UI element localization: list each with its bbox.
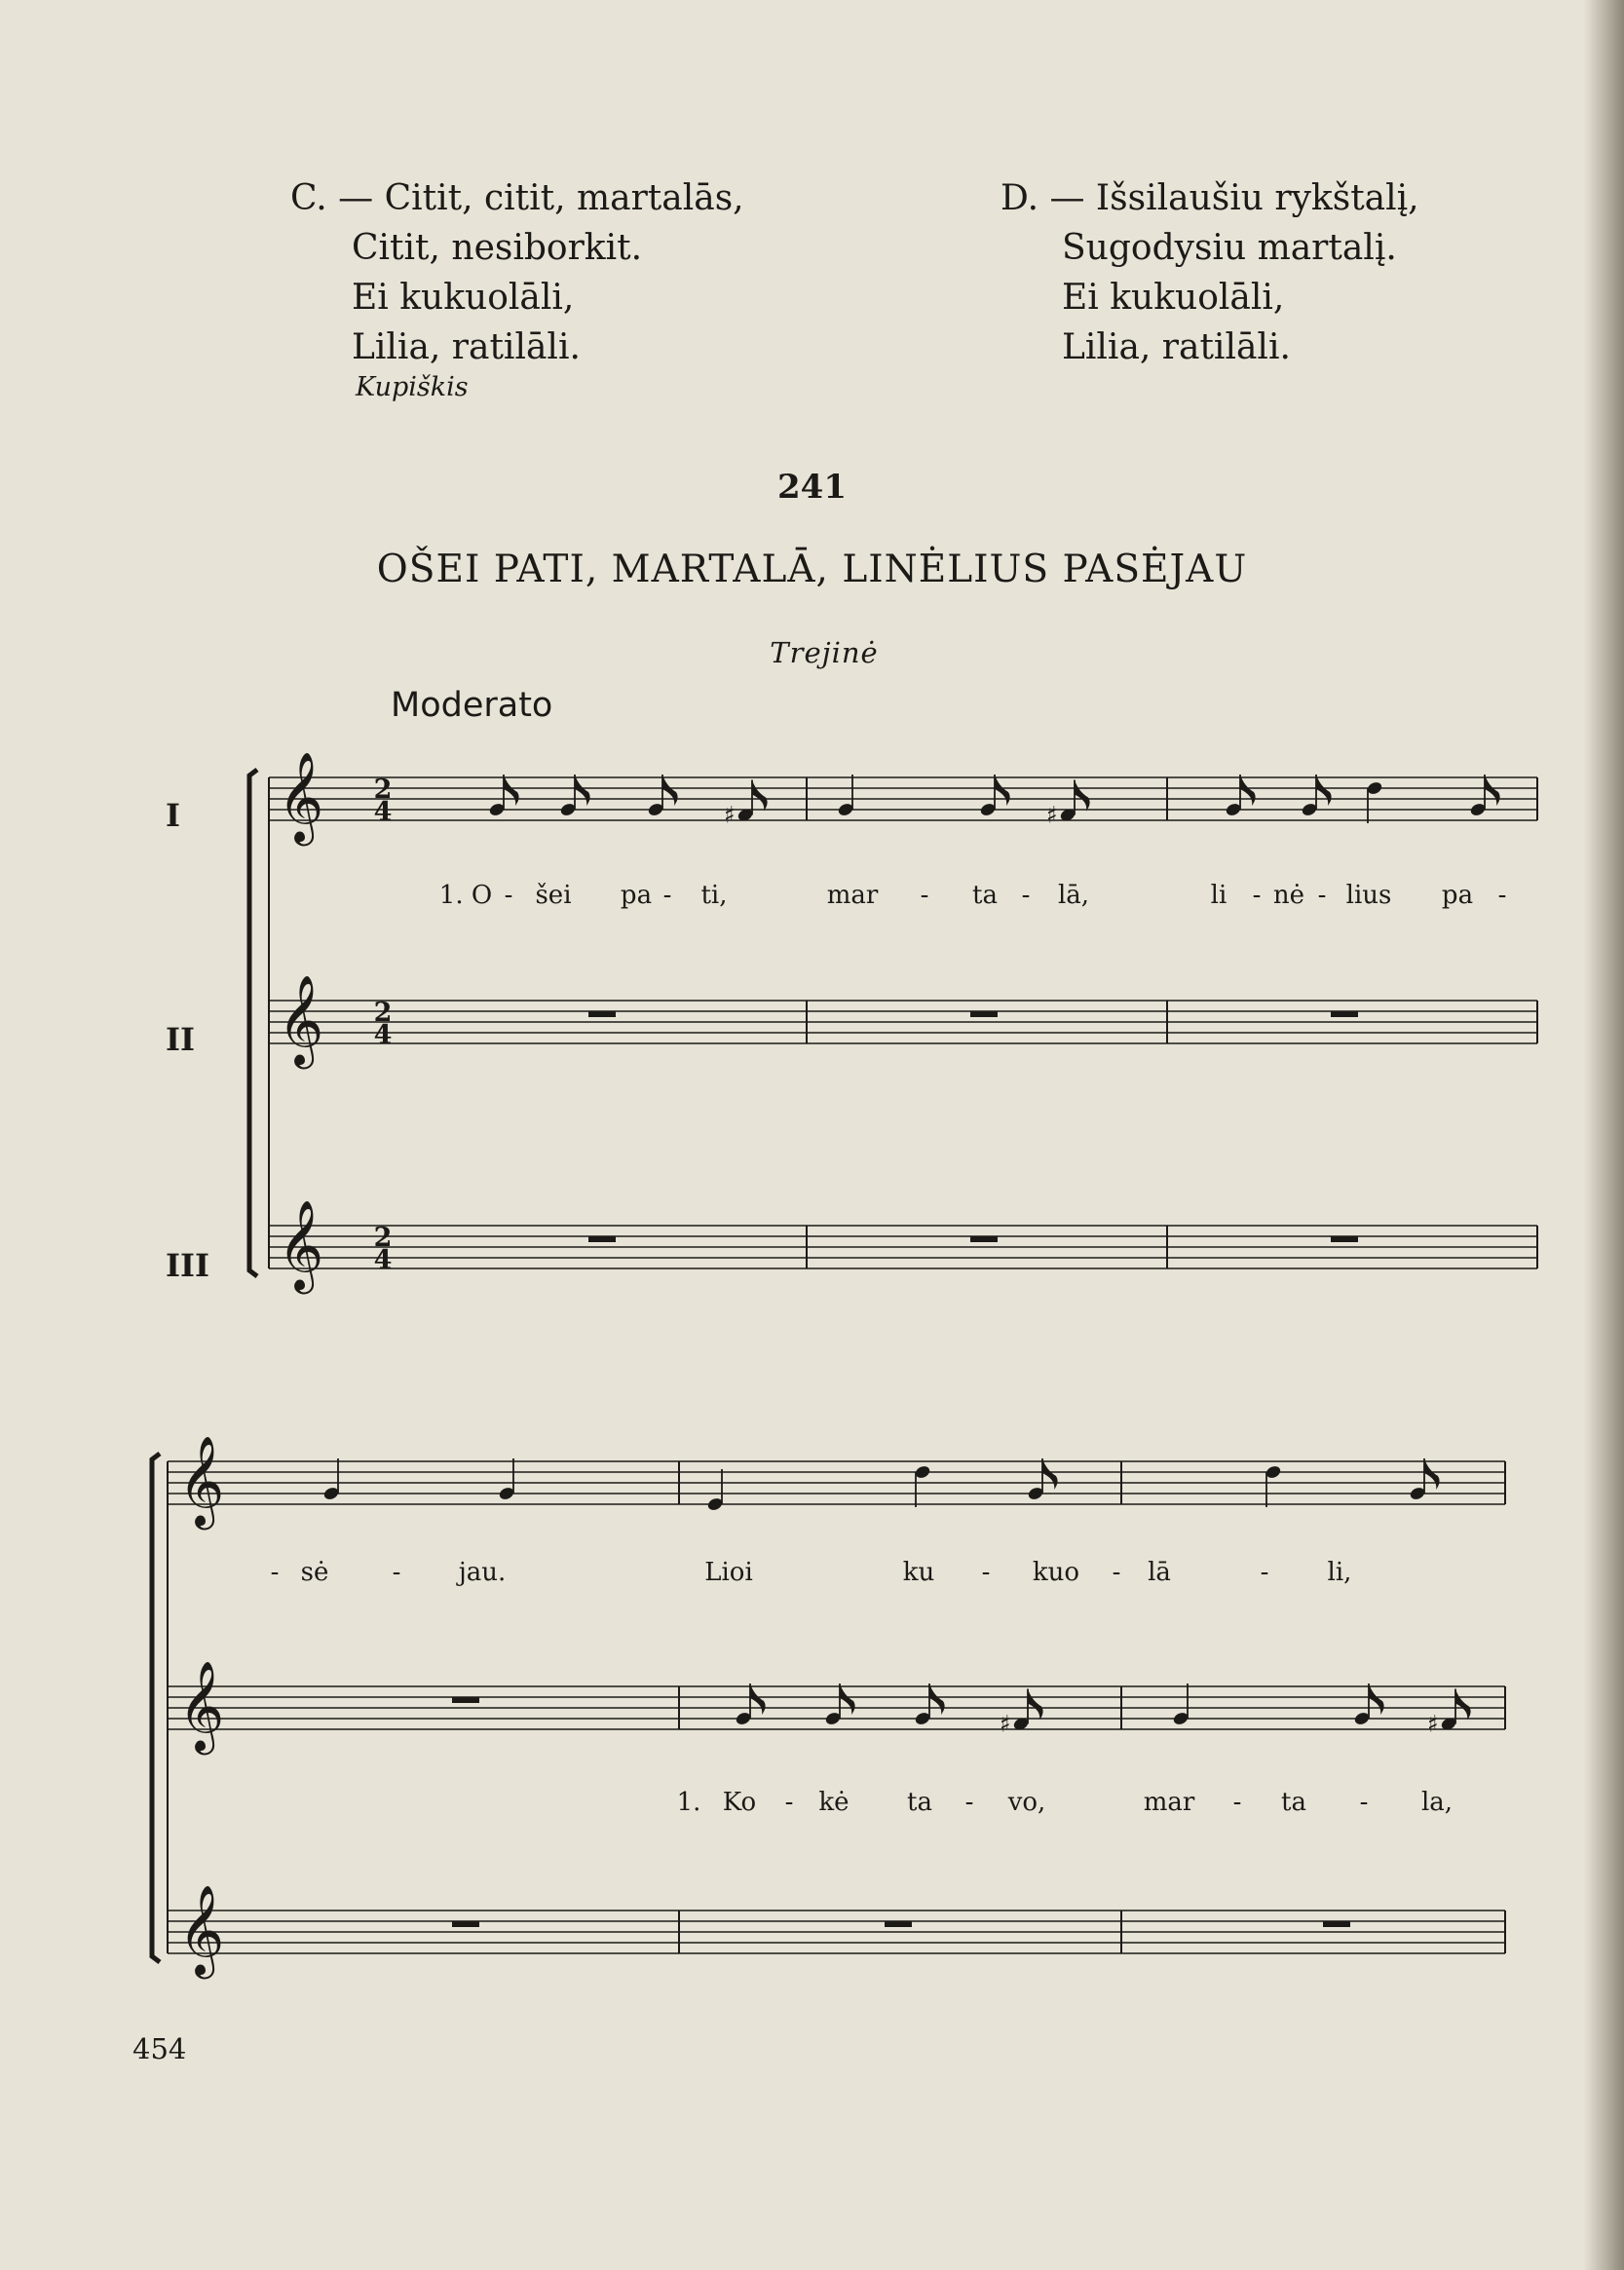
lyric-syllable: - (1497, 881, 1507, 910)
lyric-syllable: - (1359, 1788, 1369, 1817)
lyric-syllable: - (504, 881, 513, 910)
song-form: Trejinė (770, 636, 879, 669)
whole-rest (1331, 1011, 1358, 1017)
lyric-syllable: sė (300, 1558, 329, 1587)
voice-label-2: II (166, 1021, 195, 1058)
whole-rest (452, 1697, 479, 1703)
stanza-line: C. — Citit, citit, martalās, (290, 178, 744, 218)
song-title: OŠEI PATI, MARTALĀ, LINĖLIUS PASĖJAU (376, 548, 1248, 591)
treble-clef: 𝄞 (278, 1199, 324, 1290)
time-signature-bottom: 4 (373, 797, 393, 827)
note-flag (1316, 775, 1332, 806)
system-bracket (249, 770, 257, 1276)
whole-rest (1323, 1921, 1350, 1927)
time-signature-top: 2 (373, 1223, 393, 1253)
lyric-syllable: - (1232, 1788, 1242, 1817)
lyric-syllable: - (1260, 1558, 1269, 1587)
lyric-syllable: ta (907, 1788, 932, 1817)
stanza-line: Citit, nesiborkit. (352, 228, 643, 268)
note-flag (575, 775, 590, 806)
lyric-syllable: nė (1272, 881, 1305, 910)
lyric-syllable: ta (1281, 1788, 1306, 1817)
lyric-syllable: li (1210, 881, 1227, 910)
whole-rest (588, 1236, 616, 1242)
lyric-syllable: li, (1327, 1558, 1352, 1587)
lyric-syllable: mar (1143, 1788, 1195, 1817)
treble-clef: 𝄞 (178, 1884, 225, 1975)
lyric-syllable: jau. (458, 1558, 507, 1587)
voice-label-1: I (166, 797, 180, 834)
note-flag (662, 775, 678, 806)
whole-rest (452, 1921, 479, 1927)
time-signature-top: 2 (373, 998, 393, 1028)
lyric-syllable: - (784, 1788, 794, 1817)
note-flag (1042, 1458, 1058, 1490)
note-flag (752, 780, 768, 812)
lyric-syllable: la, (1420, 1788, 1454, 1817)
lyric-syllable: - (964, 1788, 974, 1817)
stanza-line: Lilia, ratilāli. (352, 327, 581, 367)
note-flag (1075, 780, 1090, 812)
lyric-syllable: 1. (676, 1788, 701, 1817)
sharp-sign: ♯ (1000, 1710, 1011, 1738)
time-signature-bottom: 4 (373, 1020, 393, 1050)
lyric-syllable: kuo (1032, 1558, 1080, 1587)
whole-rest (970, 1011, 998, 1017)
stanza-line: Ei kukuolāli, (1062, 278, 1285, 318)
treble-clef: 𝄞 (178, 1435, 225, 1526)
lyric-syllable: vo, (1007, 1788, 1046, 1817)
lyric-syllable: - (662, 881, 672, 910)
note-flag (929, 1684, 945, 1715)
lyric-syllable: ta (972, 881, 998, 910)
treble-clef: 𝄞 (278, 751, 324, 842)
whole-rest (588, 1011, 616, 1017)
page-number: 454 (132, 2032, 187, 2065)
whole-rest (1331, 1236, 1358, 1242)
note-flag (1424, 1458, 1440, 1490)
note-flag (1455, 1689, 1471, 1721)
lyric-syllable: Ko (722, 1788, 757, 1817)
note-flag (1028, 1689, 1043, 1721)
origin-place: Kupiškis (356, 372, 469, 402)
lyric-syllable: kė (818, 1788, 850, 1817)
note-flag (1485, 775, 1500, 806)
sharp-sign: ♯ (1427, 1710, 1439, 1738)
stanza-line: D. — Išsilaušiu rykštalį, (1001, 178, 1419, 218)
lyric-syllable: - (392, 1558, 401, 1587)
lyric-syllable: mar (826, 881, 879, 910)
note-flag (1240, 775, 1256, 806)
lyric-syllable: pa (1441, 881, 1474, 910)
lyric-syllable: lā (1148, 1558, 1171, 1587)
stanza-line: Lilia, ratilāli. (1062, 327, 1291, 367)
song-number: 241 (777, 468, 847, 507)
time-signature-top: 2 (373, 775, 393, 805)
sharp-sign: ♯ (724, 801, 736, 829)
sharp-sign: ♯ (1046, 801, 1058, 829)
treble-clef: 𝄞 (178, 1660, 225, 1751)
voice-label-3: III (166, 1247, 209, 1284)
lyric-syllable: Lioi (704, 1558, 753, 1587)
note-flag (504, 775, 519, 806)
lyric-syllable: - (1112, 1558, 1121, 1587)
time-signature-bottom: 4 (373, 1245, 393, 1275)
lyric-syllable: ti, (700, 881, 728, 910)
lyric-syllable: šei (535, 881, 572, 910)
note-flag (1369, 1684, 1384, 1715)
treble-clef: 𝄞 (278, 974, 324, 1065)
stanza-line: Sugodysiu martalį. (1062, 228, 1397, 268)
tempo-marking: Moderato (391, 686, 553, 725)
note-flag (840, 1684, 855, 1715)
note-flag (750, 1684, 766, 1715)
whole-rest (970, 1236, 998, 1242)
lyric-syllable: pa (620, 881, 653, 910)
lyric-syllable: lius (1345, 881, 1392, 910)
lyric-syllable: ku (902, 1558, 935, 1587)
lyric-syllable: - (1252, 881, 1262, 910)
lyric-syllable: - (981, 1558, 991, 1587)
whole-rest (885, 1921, 912, 1927)
lyric-syllable: - (270, 1558, 280, 1587)
note-flag (995, 775, 1010, 806)
lyric-syllable: - (920, 881, 929, 910)
stanza-line: Ei kukuolāli, (352, 278, 575, 318)
lyric-syllable: - (1317, 881, 1327, 910)
system-bracket (152, 1454, 160, 1962)
lyric-syllable: 1. O (438, 881, 493, 910)
lyric-syllable: lā, (1057, 881, 1090, 910)
lyric-syllable: - (1021, 881, 1031, 910)
